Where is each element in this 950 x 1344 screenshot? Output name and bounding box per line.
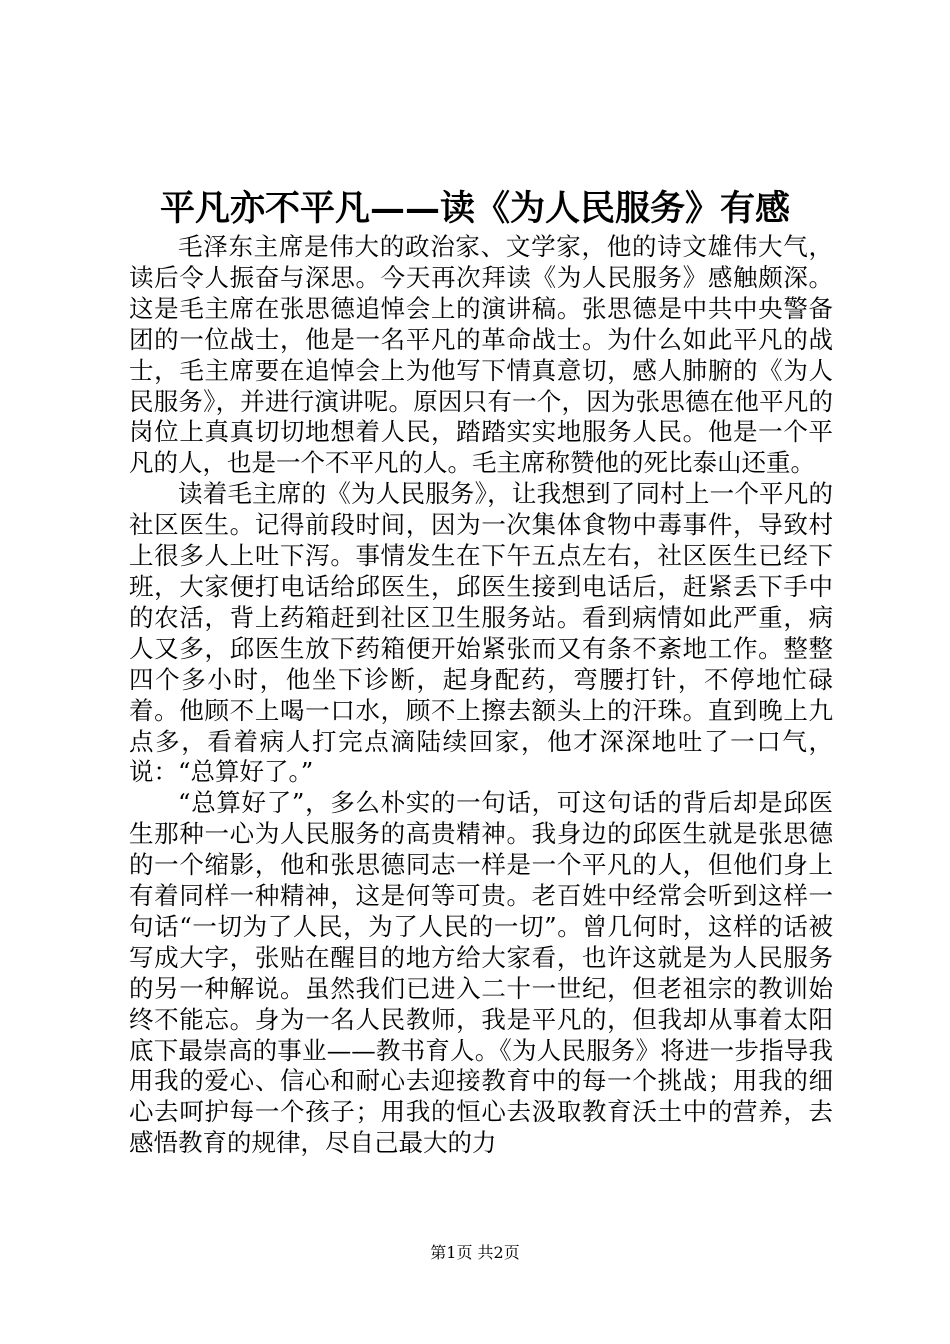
document-body: [129, 232, 833, 1159]
document-title: 平凡亦不平凡——读《为人民服务》有感: [159, 188, 790, 229]
paragraph-1: 毛泽东主席是伟大的政治家、文学家，他的诗文雄伟大气，读后令人振奋与深思。今天再次拜读《为人民服务》感触颇深。这是毛主席在张思德追悼会上的演讲稿。张思德是中共中央警备团的一位战士，他是一名平凡的革命战士。为什么如此平凡的战士，毛主席要在追悼会上为他写下情真意切，感人肺腑的《为人民服务》，并进行演讲呢。原因只有一个，因为张思德在他平凡的岗位上真真切切地想着人民，踏踏实实地服务人民。他是一个平凡的人，也是一个不平凡的人。毛主席称赞他的死比泰山还重。: [129, 232, 833, 478]
paragraph-2: 读着毛主席的《为人民服务》，让我想到了同村上一个平凡的社区医生。记得前段时间，因为一次集体食物中毒事件，导致村上很多人上吐下泻。事情发生在下午五点左右，社区医生已经下班，大家便打电话给邱医生，邱医生接到电话后，赶紧丢下手中的农活，背上药箱赶到社区卫生服务站。看到病情如此严重，病人又多，邱医生放下药箱便开始紧张而又有条不紊地工作。整整四个多小时，他坐下诊断，起身配药，弯腰打针，不停地忙碌着。他顾不上喝一口水，顾不上擦去额头上的汗珠。直到晚上九点多，看着病人打完点滴陆续回家，他才深深地吐了一口气，说：“总算好了。”: [129, 479, 833, 787]
paragraph-3: “总算好了”，多么朴实的一句话，可这句话的背后却是邱医生那种一心为人民服务的高贵精神。我身边的邱医生就是张思德的一个缩影，他和张思德同志一样是一个平凡的人，但他们身上有着同样一种精神，这是何等可贵。老百姓中经常会听到这样一句话“一切为了人民，为了人民的一切”。曾几何时，这样的话被写成大字，张贴在醒目的地方给大家看，也许这就是为人民服务的另一种解说。虽然我们已进入二十一世纪，但老祖宗的教训始终不能忘。身为一名人民教师，我是平凡的，但我却从事着太阳底下最崇高的事业——教书育人。《为人民服务》将进一步指导我用我的爱心、信心和耐心去迎接教育中的每一个挑战；用我的细心去呵护每一个孩子；用我的恒心去汲取教育沃土中的营养，去感悟教育的规律，尽自己最大的力: [129, 788, 833, 1158]
page-number-footer: 第1页 共2页: [430, 1243, 520, 1262]
